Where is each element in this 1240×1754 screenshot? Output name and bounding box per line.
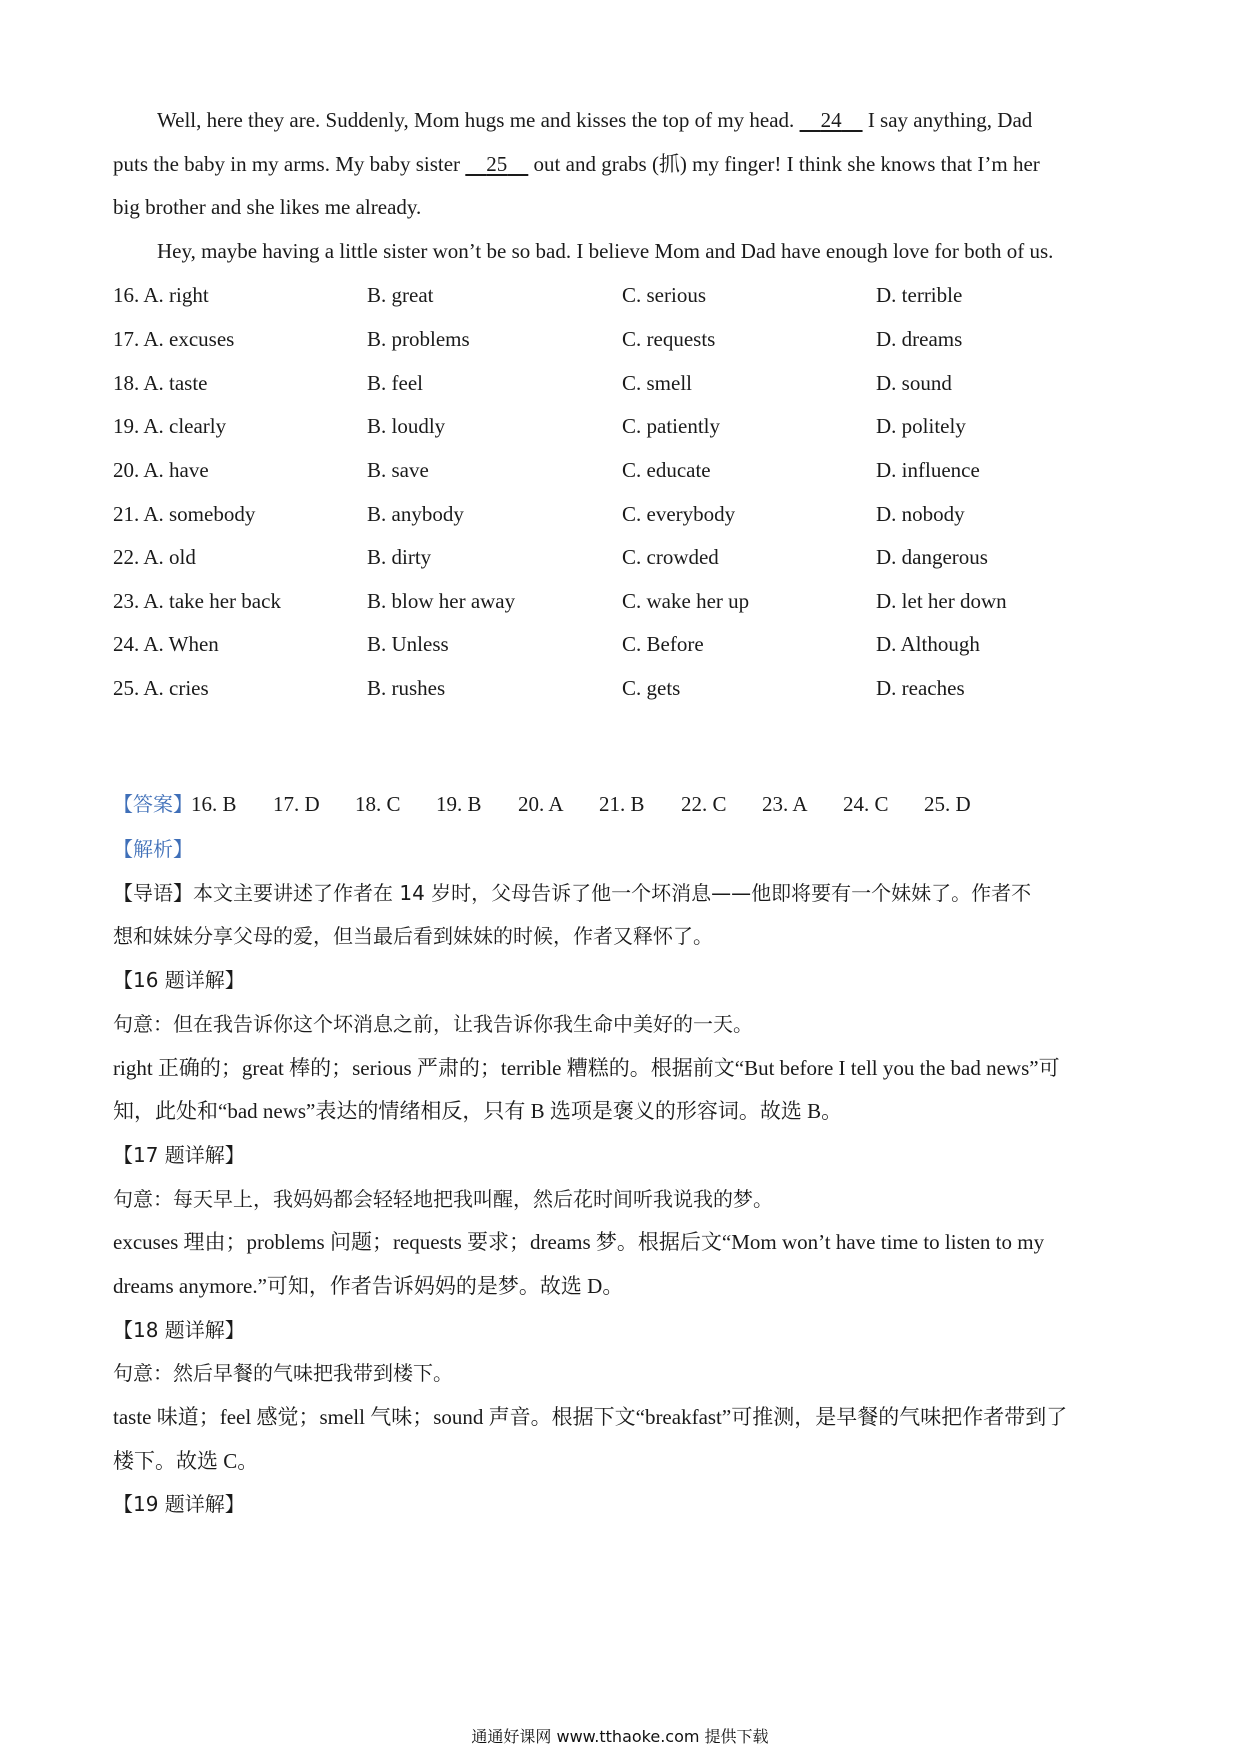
option-row xyxy=(113,412,1113,440)
answer-item: 23. A xyxy=(762,792,808,816)
passage-paragraph: Hey, maybe having a little sister won’t be so bad. I believe Mom and Dad have enough love for both of us. xyxy=(157,239,1054,263)
option-c: C. crowded xyxy=(622,545,719,569)
option-a: 22. A. old xyxy=(113,545,196,569)
option-d: D. reaches xyxy=(876,676,965,700)
option-b: B. save xyxy=(367,458,429,482)
answer-item: 20. A xyxy=(518,792,564,816)
blank-25: 25 xyxy=(486,152,508,176)
q18-explanation: taste 味道；feel 感觉；smell 气味；sound 声音。根据下文“breakfast”可推测，是早餐的气味把作者带到了 xyxy=(113,1405,1068,1429)
option-c: C. serious xyxy=(622,283,706,307)
option-row xyxy=(113,543,1113,571)
option-row xyxy=(113,630,1113,658)
answer-item: 19. B xyxy=(436,792,482,816)
option-d: D. politely xyxy=(876,414,966,438)
q16-explanation: 知，此处和“bad news”表达的情绪相反，只有 B 选项是褒义的形容词。故选 B。 xyxy=(113,1099,843,1123)
option-d: D. nobody xyxy=(876,502,965,526)
option-c: C. everybody xyxy=(622,502,736,526)
analysis-tag: 【解析】 xyxy=(113,837,193,861)
answer-row xyxy=(113,790,971,818)
q16-heading: 【16 题详解】 xyxy=(113,968,245,992)
option-b: B. Unless xyxy=(367,632,449,656)
option-row xyxy=(113,674,1113,702)
option-b: B. rushes xyxy=(367,676,446,700)
option-a: 21. A. somebody xyxy=(113,502,256,526)
q18-heading: 【18 题详解】 xyxy=(113,1318,245,1342)
passage-line: big brother and she likes me already. xyxy=(113,195,422,219)
option-c: C. educate xyxy=(622,458,711,482)
passage-line xyxy=(113,150,1040,178)
option-b: B. problems xyxy=(367,327,470,351)
passage-text: puts the baby in my arms. My baby sister xyxy=(113,152,461,176)
option-row xyxy=(113,281,1113,309)
answer-tag: 【答案】 xyxy=(113,792,193,816)
option-c: C. smell xyxy=(622,371,693,395)
option-a: 16. A. right xyxy=(113,283,209,307)
option-row xyxy=(113,500,1113,528)
blank-24: 24 xyxy=(820,108,842,132)
option-a: 20. A. have xyxy=(113,458,209,482)
answer-item: 21. B xyxy=(599,792,645,816)
option-d: D. sound xyxy=(876,371,952,395)
q17-heading: 【17 题详解】 xyxy=(113,1143,245,1167)
option-b: B. feel xyxy=(367,371,423,395)
intro-line: 想和妹妹分享父母的爱，但当最后看到妹妹的时候，作者又释怀了。 xyxy=(113,924,713,948)
option-row xyxy=(113,369,1113,397)
option-b: B. anybody xyxy=(367,502,464,526)
answer-item: 17. D xyxy=(273,792,320,816)
option-c: C. Before xyxy=(622,632,704,656)
option-a: 24. A. When xyxy=(113,632,219,656)
option-a: 25. A. cries xyxy=(113,676,209,700)
option-d: D. let her down xyxy=(876,589,1007,613)
q16-explanation: right 正确的；great 棒的；serious 严肃的；terrible 糟糕的。根据前文“But before I tell you the bad news”可 xyxy=(113,1056,1060,1080)
option-d: D. dreams xyxy=(876,327,963,351)
option-c: C. patiently xyxy=(622,414,720,438)
option-d: D. Although xyxy=(876,632,980,656)
footer-text: 通通好课网 www.tthaoke.com 提供下载 xyxy=(471,1727,769,1746)
q18-meaning: 句意：然后早餐的气味把我带到楼下。 xyxy=(113,1361,453,1385)
q17-explanation: dreams anymore.”可知，作者告诉妈妈的是梦。故选 D。 xyxy=(113,1274,624,1298)
answer-item: 16. B xyxy=(191,792,237,816)
option-row xyxy=(113,587,1113,615)
option-d: D. terrible xyxy=(876,283,963,307)
q19-heading: 【19 题详解】 xyxy=(113,1492,245,1516)
option-d: D. influence xyxy=(876,458,980,482)
option-b: B. loudly xyxy=(367,414,446,438)
option-a: 17. A. excuses xyxy=(113,327,235,351)
intro-line: 【导语】本文主要讲述了作者在 14 岁时，父母告诉了他一个坏消息——他即将要有一个妹妹了。作者不 xyxy=(113,881,1032,905)
option-b: B. dirty xyxy=(367,545,432,569)
option-a: 19. A. clearly xyxy=(113,414,227,438)
q17-explanation: excuses 理由；problems 问题；requests 要求；dreams 梦。根据后文“Mom won’t have time to listen to my xyxy=(113,1230,1045,1254)
answer-item: 18. C xyxy=(355,792,401,816)
option-c: C. wake her up xyxy=(622,589,750,613)
option-row xyxy=(113,456,1113,484)
q18-explanation: 楼下。故选 C。 xyxy=(113,1449,259,1473)
passage-text: out and grabs (抓) my finger! I think she knows that I’m her xyxy=(533,152,1040,176)
option-a: 18. A. taste xyxy=(113,371,208,395)
document-page xyxy=(113,0,1113,1754)
passage-text: Well, here they are. Suddenly, Mom hugs me and kisses the top of my head. xyxy=(157,108,795,132)
passage-line xyxy=(157,106,1032,134)
option-a: 23. A. take her back xyxy=(113,589,281,613)
option-b: B. blow her away xyxy=(367,589,516,613)
answer-item: 24. C xyxy=(843,792,889,816)
option-row xyxy=(113,325,1113,353)
answer-item: 22. C xyxy=(681,792,727,816)
option-c: C. requests xyxy=(622,327,716,351)
option-c: C. gets xyxy=(622,676,681,700)
passage-text: I say anything, Dad xyxy=(867,108,1033,132)
option-b: B. great xyxy=(367,283,434,307)
option-d: D. dangerous xyxy=(876,545,988,569)
q16-meaning: 句意：但在我告诉你这个坏消息之前，让我告诉你我生命中美好的一天。 xyxy=(113,1012,753,1036)
q17-meaning: 句意：每天早上，我妈妈都会轻轻地把我叫醒，然后花时间听我说我的梦。 xyxy=(113,1187,773,1211)
answer-item: 25. D xyxy=(924,792,971,816)
